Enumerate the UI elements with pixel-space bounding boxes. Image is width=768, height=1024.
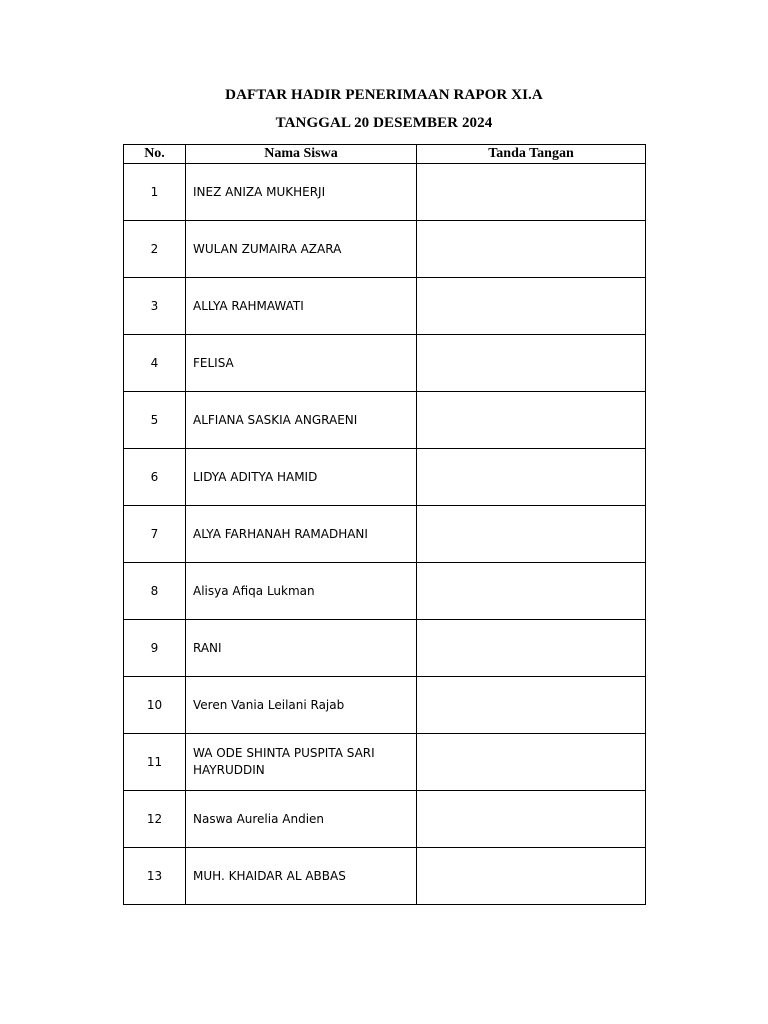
student-name: FELISA bbox=[186, 335, 417, 392]
signature-cell bbox=[417, 449, 646, 506]
student-name: MUH. KHAIDAR AL ABBAS bbox=[186, 848, 417, 905]
signature-cell bbox=[417, 392, 646, 449]
row-number: 11 bbox=[124, 734, 186, 791]
row-number: 9 bbox=[124, 620, 186, 677]
table-row bbox=[124, 791, 646, 848]
table-row bbox=[124, 392, 646, 449]
table-row bbox=[124, 164, 646, 221]
signature-cell bbox=[417, 734, 646, 791]
table-row bbox=[124, 278, 646, 335]
row-number: 10 bbox=[124, 677, 186, 734]
signature-cell bbox=[417, 221, 646, 278]
table-row bbox=[124, 449, 646, 506]
table-row bbox=[124, 734, 646, 791]
student-name: RANI bbox=[186, 620, 417, 677]
row-number: 12 bbox=[124, 791, 186, 848]
student-name: ALYA FARHANAH RAMADHANI bbox=[186, 506, 417, 563]
table-row bbox=[124, 221, 646, 278]
student-name: Veren Vania Leilani Rajab bbox=[186, 677, 417, 734]
row-number: 2 bbox=[124, 221, 186, 278]
table-row bbox=[124, 620, 646, 677]
student-name: LIDYA ADITYA HAMID bbox=[186, 449, 417, 506]
table-row bbox=[124, 335, 646, 392]
document-title: DAFTAR HADIR PENERIMAAN RAPOR XI.A bbox=[225, 87, 543, 103]
signature-cell bbox=[417, 278, 646, 335]
table-row bbox=[124, 506, 646, 563]
document-date: TANGGAL 20 DESEMBER 2024 bbox=[275, 115, 493, 131]
signature-cell bbox=[417, 506, 646, 563]
student-name: INEZ ANIZA MUKHERJI bbox=[186, 164, 417, 221]
student-name: ALFIANA SASKIA ANGRAENI bbox=[186, 392, 417, 449]
signature-cell bbox=[417, 563, 646, 620]
table-header-row bbox=[124, 145, 646, 164]
header-signature: Tanda Tangan bbox=[417, 145, 646, 164]
row-number: 8 bbox=[124, 563, 186, 620]
student-name: Alisya Afiqa Lukman bbox=[186, 563, 417, 620]
row-number: 1 bbox=[124, 164, 186, 221]
header-name: Nama Siswa bbox=[186, 145, 417, 164]
header-no: No. bbox=[124, 145, 186, 164]
row-number: 3 bbox=[124, 278, 186, 335]
table-row bbox=[124, 563, 646, 620]
attendance-table bbox=[123, 144, 646, 905]
row-number: 4 bbox=[124, 335, 186, 392]
table-row bbox=[124, 677, 646, 734]
row-number: 6 bbox=[124, 449, 186, 506]
row-number: 5 bbox=[124, 392, 186, 449]
signature-cell bbox=[417, 791, 646, 848]
row-number: 13 bbox=[124, 848, 186, 905]
signature-cell bbox=[417, 164, 646, 221]
row-number: 7 bbox=[124, 506, 186, 563]
signature-cell bbox=[417, 848, 646, 905]
student-name: ALLYA RAHMAWATI bbox=[186, 278, 417, 335]
signature-cell bbox=[417, 677, 646, 734]
student-name: WA ODE SHINTA PUSPITA SARI HAYRUDDIN bbox=[186, 734, 417, 791]
signature-cell bbox=[417, 620, 646, 677]
student-name: WULAN ZUMAIRA AZARA bbox=[186, 221, 417, 278]
signature-cell bbox=[417, 335, 646, 392]
table-row bbox=[124, 848, 646, 905]
student-name: Naswa Aurelia Andien bbox=[186, 791, 417, 848]
